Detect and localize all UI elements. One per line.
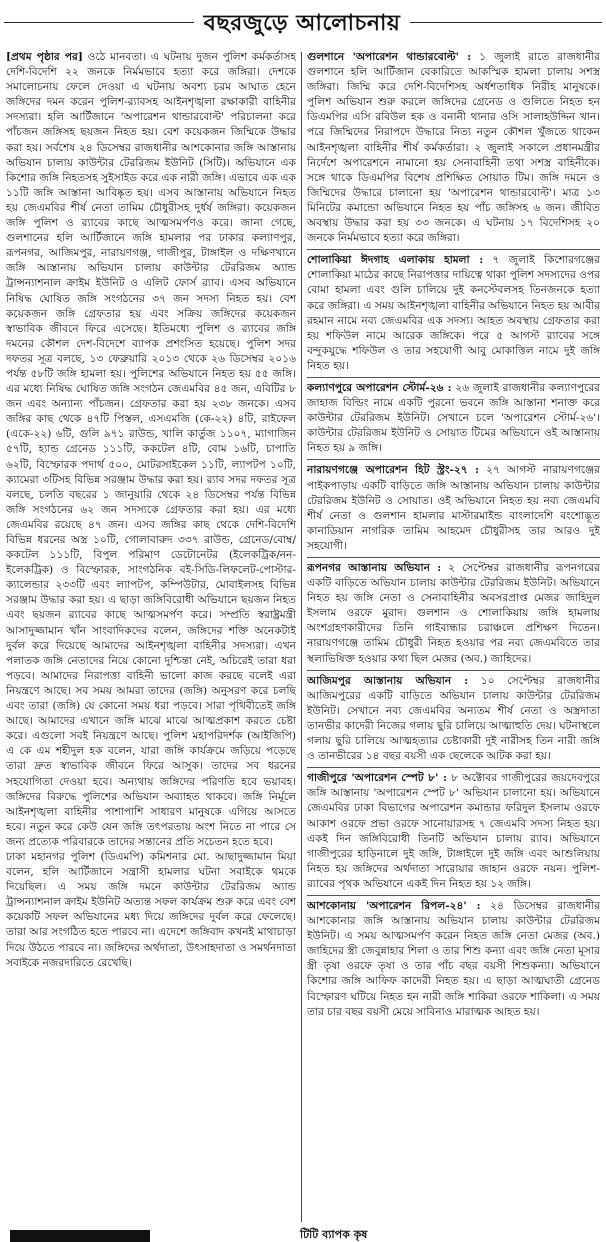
section-divider <box>307 767 600 768</box>
section-body: ২ সেপ্টেম্বর রাজধানীর রূপনগরের একটি বাড়িতে অভিযান চালায় কাউন্টার টেররিজম ইউনিট। অভিযানে নিহত হয় জঙ্গি নেতা ও সেনাবাহিনীর অবসরপ্রাপ্ত মেজর জাহিদুল ইসলাম ওরফে মুরাদ। গুলশান ও শোলাকিয়ায় জঙ্গি হামলায় অংশগ্রহণকারীদের তিনি গাইবান্ধার চরাঞ্চলে প্রশিক্ষণ দিতেন। নারায়ণগঞ্জে তামিম চৌধুরী নিহত হওয়ার পর নব্য জেএমবিতে তার স্থলাভিষিক্ত হওয়ার কথা ছিল মেজর (অব.) জাহিদের। <box>307 562 600 665</box>
section-body: ৭ জুলাই কিশোরগঞ্জের শোলাকিয়া মাঠের কাছে নিরাপত্তার দায়িত্বে থাকা পুলিশ সদস্যদের ওপর বোমা হামলা এবং গুলি চালিয়ে দুই কনস্টেবলসহ তিনজনকে হত্যা করে জঙ্গিরা। এ সময় আইনশৃঙ্খলা বাহিনীর অভিযানে নিহত হয় আবীর রহমান নামে নব্য জেএমবির এক সদস্য। আহত অবস্থায় গ্রেফতার করা হয় শফিউল নামে আরেক জঙ্গিকে। পরে ৫ আগস্ট র‍্যাবের সঙ্গে বন্দুকযুদ্ধে শফিউল ও তার সহযোগী আবু মোকাত্তিল নামে দুই জঙ্গি নিহত হয়। <box>307 254 600 372</box>
section-divider <box>307 249 600 250</box>
dark-banner-block <box>10 1230 150 1242</box>
event-section <box>307 674 600 765</box>
section-divider <box>307 377 600 378</box>
article-paragraph <box>6 850 296 971</box>
event-section <box>307 253 600 374</box>
page-title: বছরজুড়ে আলোচনায় <box>203 10 401 36</box>
section-header <box>0 0 606 46</box>
section-body: ২৬ জুলাই রাজধানীর কল্যাণপুরের জাহাজ বিল্ডিং নামে একটি পুরনো ভবনে জঙ্গি আস্তানা শনাক্ত করে কাউন্টার টেররিজম ইউনিট। সেখানে চলে 'অপারেশন স্টোর্ম-২৬'। কাউন্টার টেররিজম ইউনিট ও সোয়াত টিমের অভিযানে ওই আস্তানায় নিহত হয় ৯ জঙ্গি। <box>307 381 600 455</box>
section-body: ১ জুলাই রাতে রাজধানীর গুলশানে হলি আর্টিজান বেকারিতে আকস্মিক হামলা চালায় সশস্ত্র জঙ্গিরা। জিম্মি করে দেশি-বিদেশিসহ অর্ধশতাধিক নিরীহ মানুষকে। পুলিশ অভিযান শুরু করলে জঙ্গিদের গ্রেনেড ও গুলিতে নিহত হন ডিএমপির এসি রবিউল হক ও বনানী থানার ওসি সালাহউদ্দিন খান। পরে জিম্মিদের নিরাপদে উদ্ধারে নিত্য নতুন কৌশল খুঁজতে থাকেন আইনশৃঙ্খলা বাহিনীর শীর্ষ কর্মকর্তারা। ২ জুলাই সকালে প্রধানমন্ত্রীর নির্দেশে অপারেশনে নামানো হয় সেনাবাহিনী তথা সশস্ত্র বাহিনীকে। সঙ্গে থাকে ডিএমপির বিশেষ প্রশিক্ষিত সোয়াত টিম। জঙ্গি দমনে ও জিম্মিদের উদ্ধারে চালানো হয় 'অপারেশন থান্ডারবোল্ট'। মাত্র ১৩ মিনিটের কমান্ডো অভিযানে নিহত হয় পাঁচ জঙ্গিসহ ৬ জন। জীবিত অবস্থায় উদ্ধার করা হয় ৩৩ জনকে। এ ঘটনায় ১৭ বিদেশিসহ ২০ জনকে নির্মমভাবে হত্যা করে জঙ্গিরা। <box>307 51 600 245</box>
section-heading: আজিমপুর আস্তানায় অভিযান : <box>307 674 469 687</box>
column-divider <box>301 52 302 1222</box>
section-heading: নারায়ণগঞ্জে অপারেশন হিট স্ট্রং-২৭ : <box>307 464 479 477</box>
section-divider <box>307 895 600 896</box>
section-heading: কল্যাণপুরে অপারেশন স্টোর্ম-২৬ : <box>307 381 452 394</box>
section-body: ২৭ আগস্ট নারায়ণগঞ্জের পাইকপাড়ায় একটি বাড়িতে জঙ্গি আস্তানায় অভিযান চালায় কাউন্টার টেররিজম ইউনিট ও সোয়াত। ওই অভিযানে নিহত হয় নব্য জেএমবি শীর্ষ নেতা ও গুলশান হামলার মাস্টারমাইন্ড বাংলাদেশি বংশোদ্ভূত কানাডিয়ান নাগরিক তামিম আহমেদ চৌধুরীসহ তার আরও দুই সহযোগী। <box>307 464 600 552</box>
section-heading: গাজীপুরে 'অপারেশন স্পেট ৮' : <box>307 772 447 785</box>
event-section <box>307 381 600 456</box>
section-body: ১০ সেপ্টেম্বর রাজধানীর আজিমপুরের একটি বাড়িতে অভিযান চালায় কাউন্টার টেররিজম ইউনিট। সেখানে নব্য জেএমবির অন্যতম শীর্ষ নেতা ও অস্ত্রদাতা তানভীর কাদেরী নিজের গলায় ছুরি চালিয়ে আত্মাহুতি দেয়। ঘটনাস্থলে গলায় ছুরি চালিয়ে আত্মহত্যার চেষ্টাকারী দুই নারীসহ তিন নারী জঙ্গি ও তানভীরের ১৪ বছর বয়সী এক ছেলেকে আটক করা হয়। <box>307 674 600 763</box>
next-headline-fragment: টিটি ব্যাপক কৃষ <box>300 1228 368 1241</box>
header-rule-left <box>4 22 194 23</box>
section-divider <box>307 670 600 671</box>
event-section <box>307 463 600 554</box>
section-heading: গুলশানে 'অপারেশন থান্ডারবোল্ট' : <box>307 51 472 63</box>
section-divider <box>307 459 600 460</box>
section-heading: রূপনগর আস্তানায় অভিযান : <box>307 562 442 574</box>
event-section <box>307 561 600 667</box>
event-section <box>307 771 600 892</box>
section-divider <box>307 557 600 558</box>
paragraph-text: ঢাকা মহানগর পুলিশ (ডিএমপি) কমিশনার মো. আছাদুজ্জামান মিয়া বলেন, হলি আর্টিজানে সন্ত্রাসী হামলার ঘটনা সবাইকে থমকে দিয়েছিল। এ সময় জঙ্গি দমনে কাউন্টার টেররিজম অ্যান্ড ট্রান্সন্যাশনাল ক্রাইম ইউনিট অত্যন্ত সফল কার্যক্রম শুরু করে এবং বেশ কয়েকটি সফল অভিযানের মধ্য দিয়ে জঙ্গিদের দুর্বল করে ফেলেছে। তারা আর সংগঠিত হতে পারবে না। এদেশে জঙ্গিবাদ কখনই মাথাচাড়া দিয়ে উঠতে পারবে না। জঙ্গিদের অর্থদাতা, উৎসাহদাতা ও সমর্থনদাতা সবাইকে নজরদারিতে রেখেছি। <box>6 850 296 969</box>
paragraph-text: ওঠে মানবতা। এ ঘটনায় দুজন পুলিশ কর্মকর্তাসহ দেশি-বিদেশি ২২ জনকে নির্মমভাবে হত্যা করে জঙ্গিরা। দেশকে সমালোচনায় ফেলে দেওয়া এ ঘটনায় অবশ্য চরম আঘাত হেনে জঙ্গিদের দমন করেন পুলিশ-র‍্যাবসহ আইনশৃঙ্খলা রক্ষাকারী বাহিনীর সদস্যরা। হলি আর্টিজানে 'অপারেশন থান্ডারবোল্ট' পরিচালনা করে পাঁচজন জঙ্গিসহ ছয়জন নিহত হয়। বেশ কয়েকজন জিম্মিকে উদ্ধার করা হয়। সর্বশেষ ২৪ ডিসেম্বর রাজধানীর আশকোনার জঙ্গি আস্তানায় অভিযান চালায় কাউন্টার টেররিজম ইউনিট (সিটি)। অভিযানে এক কিশোর জঙ্গি নিহতসহ সুইসাইড করে এক নারী জঙ্গি। এভাবে এক এক ১১টি জঙ্গি আস্তানা আবিষ্কৃত হয়। এসব আস্তানায় অভিযানে নিহত হয় জেএমবির শীর্ষ নেতা তামিম চৌধুরীসহ দুর্ধর্ষ জঙ্গিরা। কয়েকজন জঙ্গি পুলিশ ও র‍্যাবের কাছে আত্মসমর্পণও করে। জানা গেছে, গুলশানের হলি আর্টিজানে জঙ্গি হামলার পর ঢাকার কল্যাণপুর, রূপনগর, আজিমপুর, নারায়ণগঞ্জ, গাজীপুর, টাঙ্গাইল ও দক্ষিণখানে জঙ্গি আস্তানায় অভিযান চালায় কাউন্টার টেররিজম অ্যান্ড ট্রান্সন্যাশনাল ক্রাইম ইউনিট ও এলিট ফোর্স র‍্যাব। এসব অভিযানে নিষিদ্ধ ঘোষিত জঙ্গি সংগঠনের ৩৭ জন সদস্য নিহত হয়। বেশ কয়েকজন জঙ্গি গ্রেফতার হয় এবং সক্রিয় জঙ্গিদের কয়েকজন স্বাভাবিক জীবনে ফিরে এসেছে। ইতিমধ্যে পুলিশ ও র‍্যাবের জঙ্গি দমনের কৌশল দেশ-বিদেশে ব্যাপক প্রশংসিত হয়েছে। পুলিশ সদর দফতর সূত্র বলছে, ১৩ ফেব্রুয়ারি ২০১৩ থেকে ২৬ ডিসেম্বর ২০১৬ পর্যন্ত ৫৮টি জঙ্গি হামলা হয়। পুলিশের অভিযানে নিহত হয় ৫৫ জঙ্গি। এর মধ্যে নিষিদ্ধ ঘোষিত জঙ্গি সংগঠন জেএমবির ৪৫ জন, এবিটির ৮ জন এবং অন্যান্য পাঁচজন। গ্রেফতার করা হয় ২৩৮ জনকে। এসব জঙ্গির কাছ থেকে ৪৭টি পিস্তল, এসএমজি (কে-২২) ৪টি, রাইফেল (একে-২২) ৬টি, গুলি ৯৭১ রাউন্ড, খালি কার্তুজ ১১০৭, ম্যাগাজিন ৫৭টি, হ্যান্ড গ্রেনেড ১১১টি, ককটেল ৪টি, বোম ১৬টি, চাপাতি ৬২টি, বিস্ফোরক পদার্থ ৫০০, মোটরসাইকেল ১১টি, ল্যাপটপ ১০টি, ক্যামেরা ৩টিসহ বিভিন্ন সরঞ্জাম উদ্ধার করা হয়। র‍্যাব সদর দফতর সূত্র বলছে, চলতি বছরের ১ জানুয়ারি থেকে ২৪ ডিসেম্বর পর্যন্ত বিভিন্ন জঙ্গি সংগঠনের ৬২ জন সদস্যকে গ্রেফতার করা হয়। এর মধ্যে জেএমবির রয়েছে ৪৭ জন। এসব জঙ্গির কাছ থেকে দেশি-বিদেশি বিভিন্ন ধরনের অস্ত্র ১০টি, গোলাবারুদ ৩৩৭ রাউন্ড, গ্রেনেড/বোম্ব/ককটেল ১১১টি, বিপুল পরিমাণ ডেটোনেটর (ইলেকট্রিক/নন-ইলেকট্রিক) ও বিস্ফোরক, সাংগঠনিক বই-সিডি-লিফলেট-পোস্টার-ক্যালেন্ডার ২৩৩টি এবং ল্যাপটপ, কম্পিউটার, মোবাইলসহ বিভিন্ন সরঞ্জাম উদ্ধার করা হয়। এ ছাড়া জঙ্গিবিরোধী অভিযানে ছয়জন নিহত এবং ছয়জন র‍্যাবের কাছে আত্মসমর্পণ করে। সম্প্রতি স্বরাষ্ট্রমন্ত্রী আসাদুজ্জামান খাঁন সাংবাদিকদের বলেন, জঙ্গিদের শক্তি অনেকটাই দুর্বল করে দিয়েছে আমাদের আইনশৃঙ্খলা বাহিনীর সদস্যরা। এখন পলাতক জঙ্গি নেতাদের নিয়ে কোনো দুশ্চিন্তা নেই, অচিরেই তারা ধরা পড়বে। আমাদের নিরাপত্তা বাহিনী ভালো কাজ করছে বলেই এরা নিয়ন্ত্রণে আছে। সব সময় আমরা তাদের (জঙ্গি) অনুসরণ করে চলছি এবং তারা (জঙ্গি) যে কোনো সময় ধরা পড়বে। সারা পৃথিবীতেই জঙ্গি আছে। আমাদের এখানে জঙ্গি মাঝে মাঝে আত্মপ্রকাশ করতে চেষ্টা করে। এগুলো সবই নিয়ন্ত্রণে আছে। পুলিশ মহাপরিদর্শক (আইজিপি) এ কে এম শহীদুল হক বলেন, যারা জঙ্গি কার্যক্রমে জড়িয়ে পড়েছে তারা দ্রুত স্বাভাবিক জীবনে ফিরে আসুক। তাদের সব ধরনের সহযোগিতা দেওয়া হবে। অন্যথায় জঙ্গিদের পরিণতি হবে ভয়াবহ। জঙ্গিদের বিরুদ্ধে পুলিশের অভিযান অব্যাহত থাকবে। জঙ্গি নির্মূলে আইনশৃঙ্খলা বাহিনীর পাশাপাশি সাধারণ মানুষকে এগিয়ে আসতে হবে। নতুন করে কেউ যেন জঙ্গি তৎপরতায় অংশ নিতে না পারে সে জন্য প্রত্যেক পরিবারকে তাদের সন্তানের প্রতি সচেতন হতে হবে। <box>6 51 296 848</box>
section-heading: শোলাকিয়া ঈদগাহ এলাকায় হামলা : <box>307 254 484 267</box>
article-paragraph <box>6 50 296 850</box>
event-section <box>307 899 600 1020</box>
section-heading: আশকোনায় 'অপারেশন রিপল-২৪' : <box>307 899 481 912</box>
right-column <box>307 50 600 1226</box>
event-section <box>307 50 600 246</box>
next-section-strip <box>0 1228 606 1242</box>
section-body: ২৪ ডিসেম্বর রাজধানীর আশকোনার জঙ্গি আস্তানায় অভিযান চালায় কাউন্টার টেররিজম ইউনিট। এ সময় আত্মসমর্পণ করেন নিহত জঙ্গি নেতা মেজর (অব.) জাহিদের স্ত্রী জেবুন্নাহার শিলা ও তার শিশু কন্যা এবং জঙ্গি নেতা মূসার স্ত্রী তৃষা ওরফে তৃষা ও তার পাঁচ বছর বয়সী শিশুকন্যা। অভিযানে কিশোর জঙ্গি আফিফ কাদেরী নিহত হয়। এ ছাড়া আত্মঘাতী গ্রেনেড বিস্ফোরণ ঘটিয়ে নিহত হন নারী জঙ্গি শাকিরা ওরফে শাকিলা। এ সময় তার চার বছর বয়সী মেয়ে সাবিনাও মারাত্মক আহত হয়। <box>307 899 600 1018</box>
left-column <box>6 50 296 1226</box>
section-body: ৮ অক্টোবর গাজীপুরের জয়দেবপুরে জঙ্গি আস্তানায় 'অপারেশন স্পেট ৮' অভিযান চালানো হয়। অভিযানে জেএমবির ঢাকা বিভাগের অপারেশন কমান্ডার ফরিদুল ইসলাম ওরফে আকাশ ওরফে প্রভা ওরফে সানোয়ারসহ ৭ জেএমবি সদস্য নিহত হয়। একই দিন জঙ্গিবিরোধী তিনটি অভিযান চালায় র‍্যাব। অভিযানে গাজীপুরের হাড়িনালে দুই জঙ্গি, টাঙ্গাইলে দুই জঙ্গি এবং আশুলিয়ায় নিহত হয় জঙ্গিদের অর্থদাতা সারোয়ার জাহান ওরফে নয়ন। পুলিশ-র‍্যাবের পৃথক অভিযানে একই দিন নিহত হয় ১২ জঙ্গি। <box>307 772 600 890</box>
header-rule-right <box>410 22 602 23</box>
continued-from-label: [প্রথম পৃষ্ঠার পর] <box>6 51 83 63</box>
